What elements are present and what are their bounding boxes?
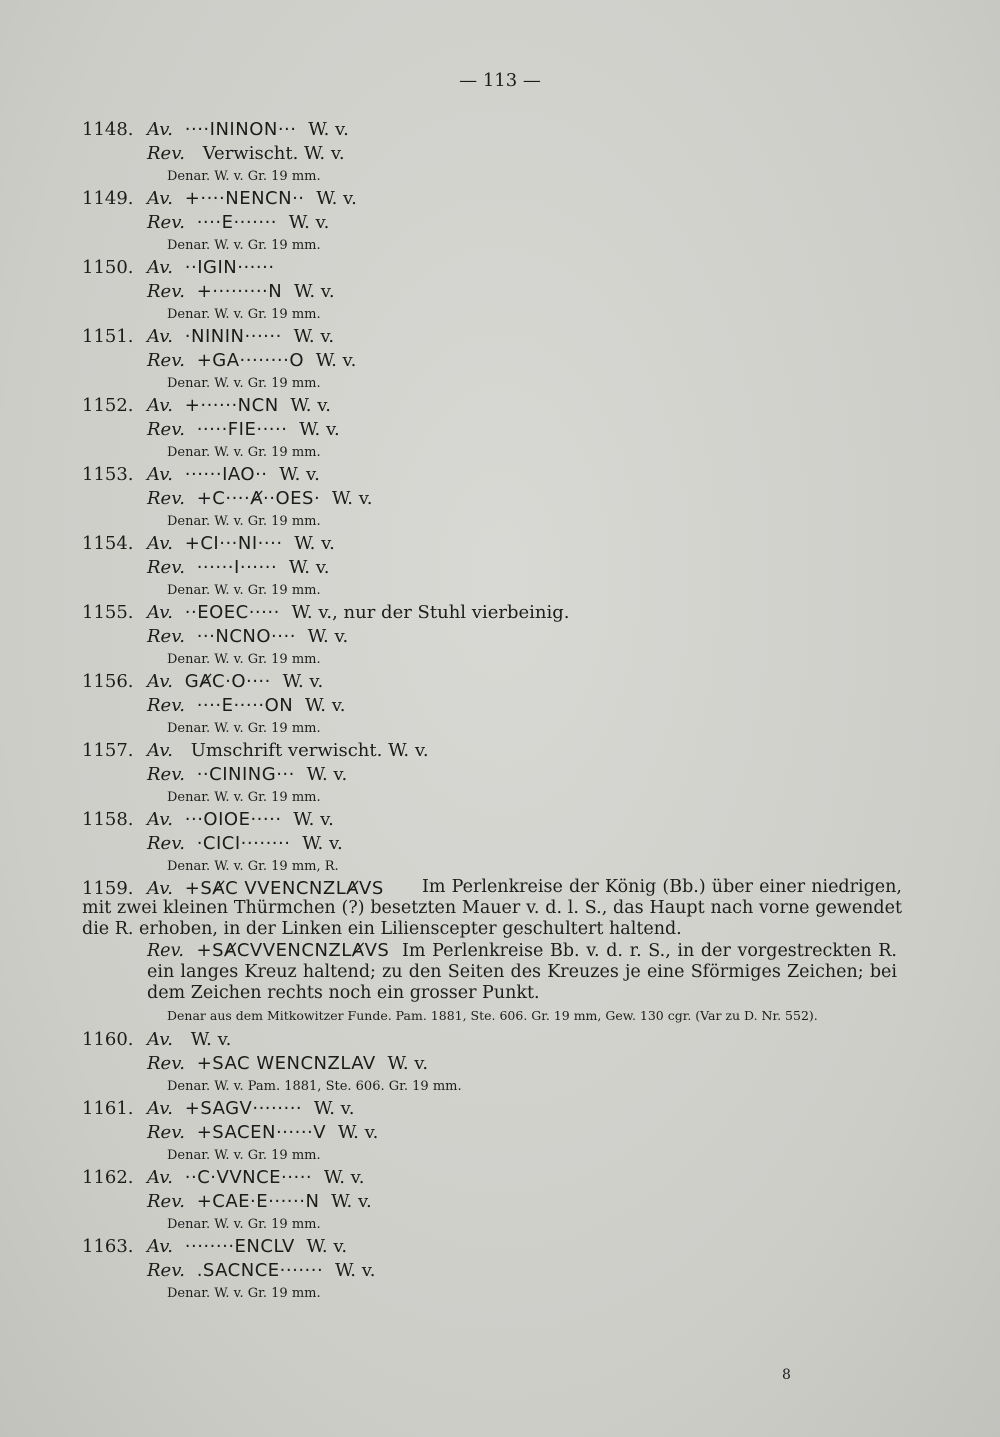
- reverse-remark: W. v.: [299, 419, 340, 440]
- obverse-label: Av.: [147, 464, 174, 485]
- reverse-remark: W. v.: [288, 557, 330, 578]
- obverse-remark: W. v.: [190, 1029, 232, 1050]
- page-number: — 113 —: [459, 70, 541, 91]
- denomination-line: [82, 1283, 902, 1304]
- catalogue-entry: [82, 532, 902, 601]
- reverse-legend: ······I······: [196, 557, 278, 578]
- reverse-label: Rev.: [147, 1053, 185, 1074]
- obverse-line: [82, 463, 902, 487]
- denomination-text: Denar. W. v. Pam. 1881, Ste. 606. Gr. 19 mm.: [167, 1079, 462, 1094]
- reverse-legend: +C····Ⱥ··OES·: [196, 488, 321, 509]
- obverse-remark: W. v.: [290, 395, 331, 416]
- reverse-label: Rev.: [147, 833, 185, 854]
- obverse-remark: W. v.: [294, 533, 335, 554]
- entry-number: 1155.: [82, 602, 134, 623]
- obverse-remark: W. v.: [293, 809, 334, 830]
- reverse-label: Rev.: [147, 419, 185, 440]
- reverse-label: Rev.: [147, 1122, 185, 1143]
- denomination-text: Denar. W. v. Gr. 19 mm.: [167, 790, 321, 805]
- reverse-label: Rev.: [147, 695, 185, 716]
- reverse-description: Im Perlenkreise Bb. v. d. r. S., in der vorgestreckten R. ein langes Kreuz haltend; zu den Seiten des Kreuzes je eine Sförmiges Zeichen; bei dem Zeichen rechts noch ein grosser Punkt.: [147, 941, 897, 1003]
- obverse-line: [82, 394, 902, 418]
- obverse-label: Av.: [147, 1098, 174, 1119]
- obverse-line: [82, 1235, 902, 1259]
- reverse-remark: W. v.: [307, 626, 349, 647]
- obverse-remark: W. v.: [316, 188, 357, 209]
- obverse-legend: ······IAO··: [184, 464, 268, 485]
- entry-number: 1159.: [82, 878, 134, 899]
- reverse-remark: W. v.: [315, 350, 357, 371]
- reverse-line: [82, 418, 902, 442]
- denomination-text: Denar. W. v. Gr. 19 mm.: [167, 238, 321, 253]
- reverse-line: [82, 694, 902, 718]
- reverse-legend: +GA········O: [196, 350, 304, 371]
- entry-number: 1163.: [82, 1236, 134, 1257]
- reverse-remark: W. v.: [331, 488, 373, 509]
- obverse-line: [82, 670, 902, 694]
- obverse-label: Av.: [147, 671, 174, 692]
- denomination-line: [82, 1076, 902, 1097]
- obverse-line: [82, 1166, 902, 1190]
- obverse-remark: W. v.: [306, 1236, 348, 1257]
- obverse-legend: +SȺC VVENCNZLȺVS: [184, 878, 384, 899]
- reverse-label: Rev.: [147, 557, 185, 578]
- catalogue-entry: [82, 808, 902, 877]
- denomination-text: Denar. W. v. Gr. 19 mm.: [167, 583, 321, 598]
- obverse-remark: W. v.: [282, 671, 324, 692]
- catalogue-entry: [82, 394, 902, 463]
- reverse-line: [82, 556, 902, 580]
- reverse-line: [82, 280, 902, 304]
- reverse-line: [82, 832, 902, 856]
- reverse-label: Rev.: [147, 941, 184, 961]
- obverse-remark: Umschrift verwischt. W. v.: [190, 740, 429, 761]
- obverse-label: Av.: [147, 395, 174, 416]
- find-note: Denar aus dem Mitkowitzer Funde. Pam. 1881, Ste. 606. Gr. 19 mm, Gew. 130 cgr. (Var zu D. Nr. 552).: [167, 1008, 818, 1023]
- reverse-remark: W. v.: [293, 281, 335, 302]
- reverse-line: [82, 211, 902, 235]
- obverse-label: Av.: [147, 188, 174, 209]
- denomination-line: [82, 856, 902, 877]
- reverse-legend: +SACEN······V: [196, 1122, 327, 1143]
- obverse-legend: +····NENCN··: [184, 188, 305, 209]
- reverse-remark: W. v.: [304, 695, 346, 716]
- reverse-label: Rev.: [147, 212, 185, 233]
- reverse-line: [82, 763, 902, 787]
- obverse-label: Av.: [147, 1167, 174, 1188]
- reverse-legend: ··CINING···: [196, 764, 295, 785]
- obverse-label: Av.: [147, 740, 174, 761]
- reverse-line: [82, 142, 902, 166]
- denomination-text: Denar. W. v. Gr. 19 mm.: [167, 376, 321, 391]
- denomination-line: [82, 718, 902, 739]
- reverse-label: Rev.: [147, 764, 185, 785]
- obverse-legend: ····ININON···: [184, 119, 297, 140]
- obverse-line: [82, 739, 902, 763]
- entry-number: 1154.: [82, 533, 134, 554]
- denomination-line: [82, 1145, 902, 1166]
- denomination-line: [82, 1214, 902, 1235]
- reverse-remark: W. v.: [331, 1191, 372, 1212]
- catalogue-entry: [82, 670, 902, 739]
- entry-number: 1152.: [82, 395, 134, 416]
- denomination-line: [82, 442, 902, 463]
- catalogue-entry: [82, 325, 902, 394]
- obverse-remark: W. v.: [323, 1167, 365, 1188]
- denomination-line: [82, 649, 902, 670]
- denomination-line: [82, 166, 902, 187]
- obverse-remark: W. v.: [308, 119, 349, 140]
- reverse-label: Rev.: [147, 1260, 185, 1281]
- reverse-label: Rev.: [147, 488, 185, 509]
- signature-mark: 8: [782, 1367, 791, 1383]
- catalogue-entry: [82, 1097, 902, 1166]
- reverse-line: [82, 487, 902, 511]
- denomination-text: Denar. W. v. Gr. 19 mm.: [167, 514, 321, 529]
- obverse-line: [82, 601, 902, 625]
- obverse-legend: ···OIOE·····: [184, 809, 282, 830]
- obverse-remark: W. v., nur der Stuhl vierbeinig.: [291, 602, 570, 623]
- denomination-line: [82, 235, 902, 256]
- obverse-label: Av.: [147, 1236, 174, 1257]
- obverse-label: Av.: [147, 1029, 174, 1050]
- obverse-legend: +SAGV········: [184, 1098, 303, 1119]
- reverse-description-block: [147, 940, 897, 1004]
- obverse-legend: +CI···NI····: [184, 533, 283, 554]
- reverse-legend: .SACNCE·······: [196, 1260, 324, 1281]
- obverse-legend: ··IGIN······: [184, 257, 275, 278]
- reverse-legend: +CAE·E······N: [196, 1191, 320, 1212]
- entry-number: 1148.: [82, 119, 134, 140]
- reverse-legend: ·····FIE·····: [196, 419, 288, 440]
- reverse-remark: W. v.: [337, 1122, 379, 1143]
- denomination-text: Denar. W. v. Gr. 19 mm, R.: [167, 859, 339, 874]
- reverse-legend: ····E·······: [196, 212, 278, 233]
- catalogue-entry: [82, 256, 902, 325]
- reverse-legend: +SAC WENCNZLAV: [196, 1053, 376, 1074]
- reverse-label: Rev.: [147, 350, 185, 371]
- obverse-legend: GȺC·O····: [184, 671, 271, 692]
- reverse-label: Rev.: [147, 281, 185, 302]
- obverse-line: [82, 118, 902, 142]
- obverse-label: Av.: [147, 119, 174, 140]
- reverse-legend: ····E·····ON: [196, 695, 294, 716]
- reverse-line: [82, 349, 902, 373]
- reverse-remark: W. v.: [334, 1260, 376, 1281]
- reverse-remark: W. v.: [306, 764, 348, 785]
- entry-number: 1150.: [82, 257, 134, 278]
- catalogue-entry: [82, 1028, 902, 1097]
- reverse-line: [82, 625, 902, 649]
- obverse-description: Im Perlenkreise der König (Bb.) über einer niedrigen, mit zwei kleinen Thürmchen (?) besetzten Mauer v. d. l. S., das Haupt nach vorne gewendet die R. erhoben, in der Linken ein Lilienscepter geschultert haltend.: [82, 877, 902, 939]
- reverse-line: [82, 1190, 902, 1214]
- reverse-line: [82, 1121, 902, 1145]
- obverse-legend: ··EOEC·····: [184, 602, 280, 623]
- obverse-remark: W. v.: [313, 1098, 355, 1119]
- obverse-line: [82, 1028, 902, 1052]
- obverse-label: Av.: [147, 809, 174, 830]
- catalogue-entry-1159: [82, 877, 902, 1024]
- entry-number: 1162.: [82, 1167, 134, 1188]
- denomination-line: [82, 787, 902, 808]
- denomination-text: Denar. W. v. Gr. 19 mm.: [167, 721, 321, 736]
- obverse-legend: ··C·VVNCE·····: [184, 1167, 313, 1188]
- reverse-line: [82, 1259, 902, 1283]
- obverse-label: Av.: [147, 326, 174, 347]
- entry-number: 1149.: [82, 188, 134, 209]
- reverse-label: Rev.: [147, 626, 185, 647]
- obverse-line: [82, 1097, 902, 1121]
- catalogue-entry: [82, 118, 902, 187]
- reverse-legend: ·CICI········: [196, 833, 291, 854]
- catalogue-entries: [82, 118, 902, 1304]
- catalogue-entry: [82, 1166, 902, 1235]
- reverse-legend: +SȺCVVENCNZLȺVS: [196, 940, 390, 961]
- obverse-label: Av.: [147, 878, 174, 899]
- obverse-legend: ·NININ······: [184, 326, 282, 347]
- reverse-legend: ···NCNO····: [196, 626, 296, 647]
- denomination-text: Denar. W. v. Gr. 19 mm.: [167, 1286, 321, 1301]
- denomination-text: Denar. W. v. Gr. 19 mm.: [167, 445, 321, 460]
- entry-number: 1157.: [82, 740, 134, 761]
- entry-number: 1156.: [82, 671, 134, 692]
- entry-number: 1158.: [82, 809, 134, 830]
- reverse-remark: W. v.: [387, 1053, 429, 1074]
- entry-number: 1161.: [82, 1098, 134, 1119]
- reverse-label: Rev.: [147, 1191, 185, 1212]
- catalogue-entry: [82, 601, 902, 670]
- reverse-remark: Verwischt. W. v.: [202, 143, 345, 164]
- denomination-line: [82, 511, 902, 532]
- denomination-text: Denar. W. v. Gr. 19 mm.: [167, 169, 321, 184]
- obverse-line: [82, 187, 902, 211]
- denomination-text: Denar. W. v. Gr. 19 mm.: [167, 1217, 321, 1232]
- obverse-line: [82, 808, 902, 832]
- obverse-legend: ········ENCLV: [184, 1236, 295, 1257]
- catalogue-entry: [82, 739, 902, 808]
- denomination-text: Denar. W. v. Gr. 19 mm.: [167, 652, 321, 667]
- denomination-text: Denar. W. v. Gr. 19 mm.: [167, 1148, 321, 1163]
- obverse-label: Av.: [147, 257, 174, 278]
- entry-number: 1160.: [82, 1029, 134, 1050]
- obverse-line: [82, 532, 902, 556]
- entry-number: 1151.: [82, 326, 134, 347]
- obverse-legend: +······NCN: [184, 395, 279, 416]
- obverse-label: Av.: [147, 533, 174, 554]
- denomination-text: Denar. W. v. Gr. 19 mm.: [167, 307, 321, 322]
- obverse-remark: W. v.: [293, 326, 335, 347]
- catalogue-entry: [82, 463, 902, 532]
- obverse-remark: W. v.: [279, 464, 320, 485]
- reverse-remark: W. v.: [288, 212, 330, 233]
- obverse-line: [82, 256, 902, 280]
- obverse-line: [82, 325, 902, 349]
- reverse-label: Rev.: [147, 143, 185, 164]
- obverse-label: Av.: [147, 602, 174, 623]
- reverse-legend: +·········N: [196, 281, 283, 302]
- denomination-line: [82, 580, 902, 601]
- catalogue-entry: [82, 187, 902, 256]
- catalogue-entry: [82, 1235, 902, 1304]
- reverse-line: [82, 1052, 902, 1076]
- obverse-line: [82, 877, 902, 901]
- denomination-line: [82, 304, 902, 325]
- denomination-line: [82, 373, 902, 394]
- entry-number: 1153.: [82, 464, 134, 485]
- reverse-remark: W. v.: [302, 833, 343, 854]
